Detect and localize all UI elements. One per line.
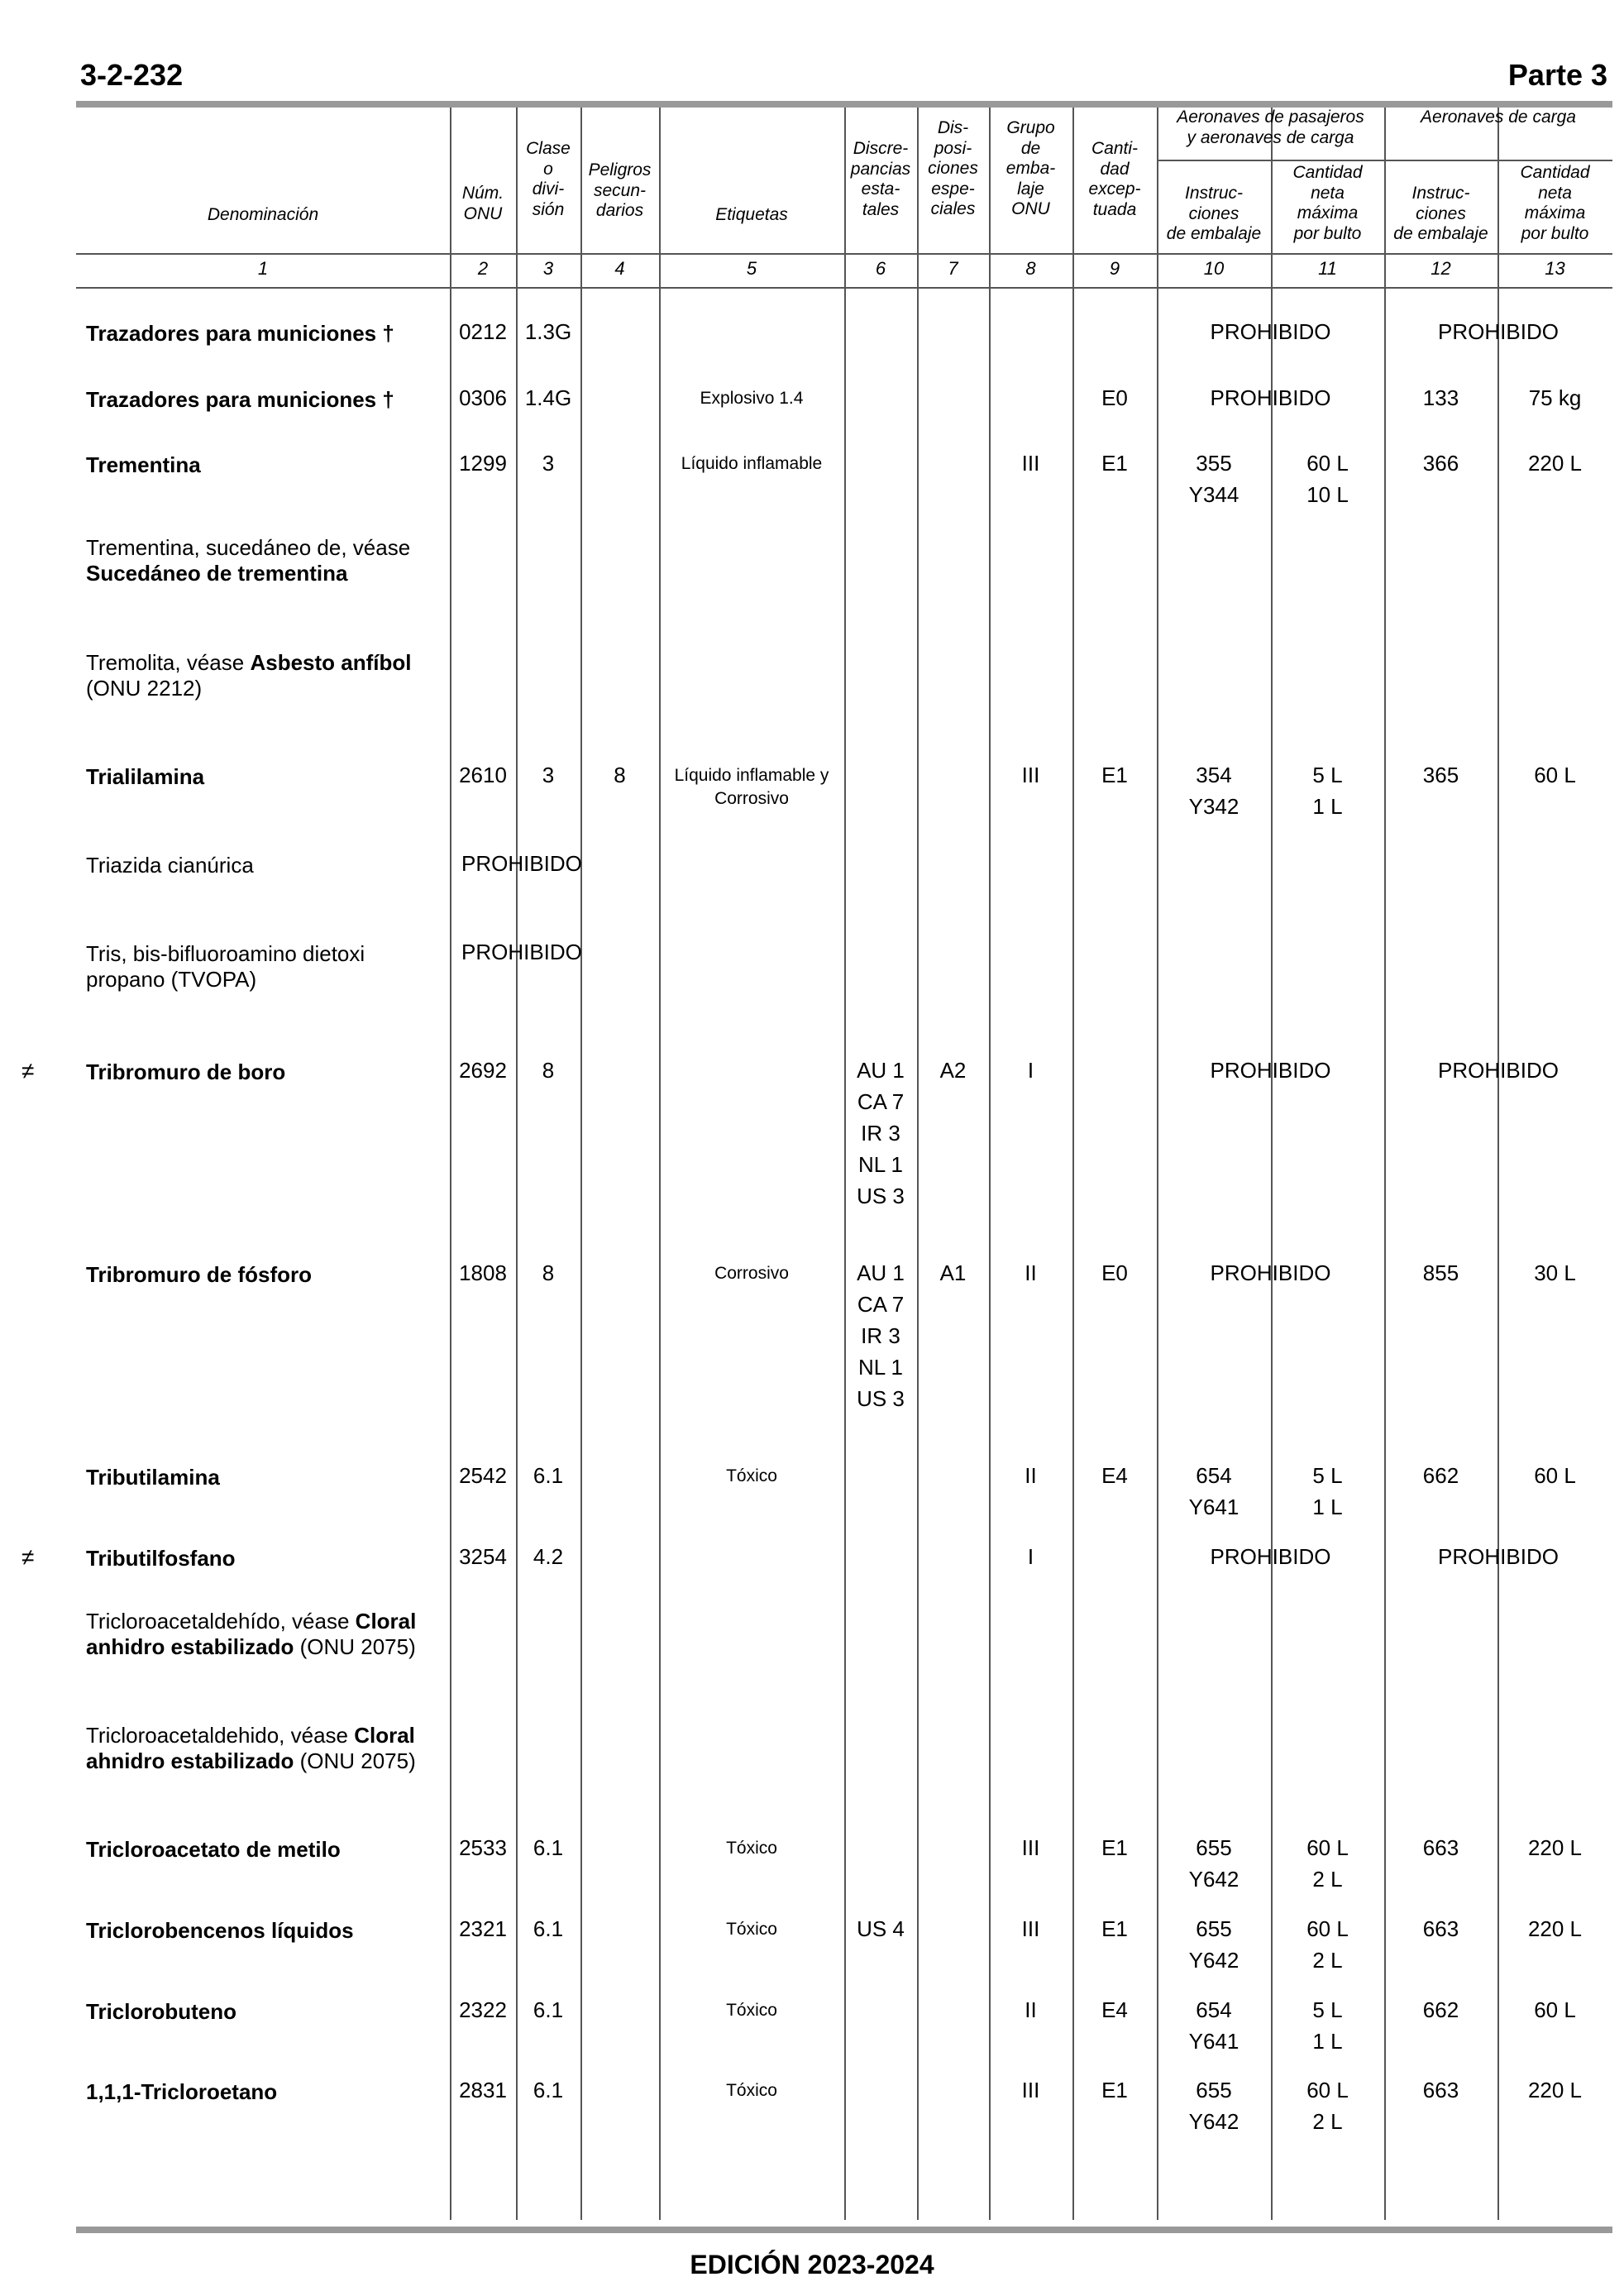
substance-name-bold: Trialilamina [86, 764, 205, 789]
column-number: 4 [614, 258, 625, 279]
column-number: 12 [1431, 258, 1451, 279]
subsidiary-hazard: 8 [614, 763, 626, 787]
passenger-max-quantity: 60 L 2 L [1306, 2078, 1349, 2134]
column-number: 5 [746, 258, 757, 279]
class-division: 1.3G [524, 319, 572, 344]
substance-name-bold: 1,1,1-Tricloroetano [86, 2079, 278, 2104]
substance-name [86, 387, 425, 413]
column-number: 2 [477, 258, 489, 279]
cargo-max-quantity: 60 L [1534, 763, 1576, 787]
substance-name-bold: Tricloroacetato de metilo [86, 1837, 341, 1862]
class-division: 6.1 [533, 1916, 564, 1941]
header-instrucciones-cargo: Instruc- ciones de embalaje [1393, 184, 1488, 243]
un-number: 0212 [459, 319, 507, 344]
passenger-packing-instruction: 355 Y344 [1188, 451, 1239, 507]
column-divider [1384, 108, 1386, 2220]
passenger-prohibited: PROHIBIDO [1210, 1544, 1331, 1569]
un-number: 3254 [459, 1544, 507, 1569]
substance-name-bold: Trazadores para municiones † [86, 321, 394, 346]
un-number: 0306 [459, 385, 507, 410]
column-divider [1072, 108, 1074, 2220]
prohibited-text: PROHIBIDO [461, 851, 582, 876]
class-division: 6.1 [533, 1997, 564, 2022]
column-number: 8 [1025, 258, 1036, 279]
substance-name-bold: Cloral ahnidro estabilizado [86, 1723, 415, 1773]
substance-name [86, 321, 425, 347]
edition-footer: EDICIÓN 2023-2024 [690, 2250, 934, 2279]
cargo-packing-instruction: 133 [1422, 385, 1459, 410]
class-division: 6.1 [533, 2078, 564, 2102]
header-cantidad-cargo: Cantidad neta máxima por bulto [1520, 163, 1590, 243]
substance-name [86, 1060, 425, 1085]
cargo-prohibited: PROHIBIDO [1438, 1544, 1559, 1569]
special-provisions: A2 [939, 1058, 967, 1083]
excepted-quantity: E4 [1101, 1463, 1128, 1488]
hazard-label: Tóxico [726, 1920, 777, 1939]
header-etiquetas: Etiquetas [715, 205, 788, 224]
prohibited-text: PROHIBIDO [461, 940, 582, 964]
special-provisions: A1 [939, 1260, 967, 1285]
column-divider [659, 108, 661, 2220]
passenger-max-quantity: 5 L 1 L [1312, 1997, 1343, 2054]
substance-name-bold: Trementina [86, 452, 201, 477]
un-number: 2610 [459, 763, 507, 787]
state-variations: AU 1 CA 7 IR 3 NL 1 US 3 [857, 1260, 905, 1411]
passenger-max-quantity: 60 L 10 L [1306, 451, 1349, 507]
header-pasajeros: Aeronaves de pasajeros y aeronaves de carga [1177, 108, 1364, 147]
column-number: 6 [875, 258, 886, 279]
cargo-packing-instruction: 365 [1422, 763, 1459, 787]
excepted-quantity: E1 [1101, 2078, 1128, 2102]
passenger-packing-instruction: 654 Y641 [1188, 1463, 1239, 1519]
passenger-prohibited: PROHIBIDO [1210, 1260, 1331, 1285]
packing-group: III [1021, 2078, 1040, 2102]
passenger-max-quantity: 5 L 1 L [1312, 763, 1343, 819]
header-cantidad-exceptuada: Canti- dad excep- tuada [1088, 139, 1141, 219]
header-disposiciones: Dis- posi- ciones espe- ciales [928, 118, 978, 218]
column-number: 1 [257, 258, 269, 279]
substance-name [86, 1546, 425, 1571]
cargo-packing-instruction: 366 [1422, 451, 1459, 476]
packing-group: III [1021, 763, 1040, 787]
class-division: 1.4G [524, 385, 572, 410]
passenger-packing-instruction: 655 Y642 [1188, 1916, 1239, 1973]
substance-name-bold: Asbesto anfíbol [250, 650, 412, 675]
un-number: 2533 [459, 1835, 507, 1860]
header-carga: Aeronaves de carga [1421, 108, 1576, 127]
excepted-quantity: E4 [1101, 1997, 1128, 2022]
cargo-packing-instruction: 855 [1422, 1260, 1459, 1285]
change-mark: ≠ [21, 1058, 35, 1083]
substance-name-text: Tremolita, véase [86, 650, 251, 675]
substance-name [86, 2079, 425, 2105]
hazard-label: Tóxico [726, 2081, 777, 2100]
substance-name [86, 941, 425, 993]
cargo-packing-instruction: 663 [1422, 1916, 1459, 1941]
header-divider [76, 253, 1612, 255]
cargo-max-quantity: 30 L [1534, 1260, 1576, 1285]
un-number: 2322 [459, 1997, 507, 2022]
excepted-quantity: E1 [1101, 763, 1128, 787]
state-variations: AU 1 CA 7 IR 3 NL 1 US 3 [857, 1058, 905, 1208]
column-divider [989, 108, 991, 2220]
substance-name-bold: Cloral anhidro estabilizado [86, 1609, 417, 1659]
substance-name-bold: Trazadores para municiones † [86, 387, 394, 412]
substance-name-text: Tricloroacetaldehido, véase [86, 1723, 355, 1748]
packing-group: III [1021, 1916, 1040, 1941]
passenger-packing-instruction: 354 Y342 [1188, 763, 1239, 819]
substance-name-bold: Tribromuro de boro [86, 1060, 286, 1084]
column-divider [580, 108, 582, 2220]
hazard-label: Explosivo 1.4 [700, 389, 804, 408]
packing-group: III [1021, 1835, 1040, 1860]
column-divider [1157, 108, 1158, 2220]
substance-name [86, 1609, 425, 1660]
column-divider [450, 108, 451, 2220]
packing-group: I [1027, 1058, 1034, 1083]
class-division: 6.1 [533, 1463, 564, 1488]
substance-name [86, 1465, 425, 1490]
un-number: 2542 [459, 1463, 507, 1488]
column-number: 10 [1203, 258, 1225, 279]
cargo-max-quantity: 60 L [1534, 1997, 1576, 2022]
packing-group: II [1025, 1463, 1037, 1488]
passenger-packing-instruction: 655 Y642 [1188, 1835, 1239, 1892]
hazard-label: Líquido inflamable y Corrosivo [674, 766, 829, 808]
passenger-prohibited: PROHIBIDO [1210, 385, 1331, 410]
un-number: 1299 [459, 451, 507, 476]
excepted-quantity: E1 [1101, 1835, 1128, 1860]
cargo-packing-instruction: 662 [1422, 1463, 1459, 1488]
column-divider [917, 108, 919, 2220]
passenger-max-quantity: 60 L 2 L [1306, 1835, 1349, 1892]
class-division: 4.2 [533, 1544, 564, 1569]
column-number-divider [76, 287, 1612, 289]
class-division: 3 [542, 451, 555, 476]
change-mark: ≠ [21, 1544, 35, 1570]
cargo-packing-instruction: 663 [1422, 2078, 1459, 2102]
cargo-max-quantity: 220 L [1527, 1916, 1583, 1941]
packing-group: II [1025, 1997, 1037, 2022]
substance-name-bold: Tributilamina [86, 1465, 220, 1490]
substance-name [86, 452, 425, 478]
substance-name-bold: Tribromuro de fósforo [86, 1262, 312, 1287]
column-divider [516, 108, 518, 2220]
header-grupo: Grupo de emba- laje ONU [1005, 118, 1056, 218]
column-number: 11 [1318, 258, 1337, 279]
passenger-max-quantity: 5 L 1 L [1312, 1463, 1343, 1519]
cargo-max-quantity: 220 L [1527, 451, 1583, 476]
cargo-prohibited: PROHIBIDO [1438, 319, 1559, 344]
passenger-max-quantity: 60 L 2 L [1306, 1916, 1349, 1973]
substance-name-text: (ONU 2075) [294, 1634, 416, 1659]
excepted-quantity: E1 [1101, 451, 1128, 476]
column-number: 7 [948, 258, 958, 279]
substance-name [86, 1837, 425, 1863]
hazard-label: Tóxico [726, 2001, 777, 2020]
column-divider [1271, 108, 1273, 2220]
class-division: 6.1 [533, 1835, 564, 1860]
packing-group: I [1027, 1544, 1034, 1569]
substance-name-text: (ONU 2075) [294, 1748, 416, 1773]
packing-group: III [1021, 451, 1040, 476]
substance-name-bold: Sucedáneo de trementina [86, 561, 348, 586]
excepted-quantity: E1 [1101, 1916, 1128, 1941]
bottom-rule [76, 2227, 1612, 2233]
passenger-prohibited: PROHIBIDO [1210, 319, 1331, 344]
column-number: 13 [1545, 258, 1565, 279]
substance-name-text: Trementina, sucedáneo de, véase [86, 535, 411, 560]
hazard-label: Líquido inflamable [681, 454, 823, 473]
substance-name [86, 1918, 425, 1944]
header-discrepancias: Discre- pancias esta- tales [850, 139, 911, 219]
passenger-packing-instruction: 654 Y641 [1188, 1997, 1239, 2054]
substance-name-bold: Tributilfosfano [86, 1546, 236, 1571]
substance-name-text: (ONU 2212) [86, 676, 203, 701]
column-divider [1497, 108, 1499, 2220]
un-number: 2321 [459, 1916, 507, 1941]
excepted-quantity: E0 [1101, 1260, 1128, 1285]
substance-name [86, 535, 425, 586]
substance-name [86, 853, 425, 878]
substance-name [86, 650, 425, 701]
un-number: 1808 [459, 1260, 507, 1285]
header-denominacion: Denominación [207, 205, 319, 224]
top-rule [76, 101, 1612, 108]
cargo-max-quantity: 75 kg [1528, 385, 1582, 410]
excepted-quantity: E0 [1101, 385, 1128, 410]
header-clase: Clase o divi- sión [526, 139, 571, 219]
un-number: 2692 [459, 1058, 507, 1083]
substance-name-bold: Triclorobuteno [86, 1999, 236, 2024]
header-peligros: Peligros secun- darios [588, 160, 652, 220]
cargo-packing-instruction: 663 [1422, 1835, 1459, 1860]
class-division: 8 [542, 1058, 555, 1083]
header-num-onu: Núm. ONU [461, 184, 504, 223]
cargo-packing-instruction: 662 [1422, 1997, 1459, 2022]
un-number: 2831 [459, 2078, 507, 2102]
passenger-packing-instruction: 655 Y642 [1188, 2078, 1239, 2134]
hazard-label: Corrosivo [714, 1264, 789, 1283]
substance-name [86, 764, 425, 790]
substance-name [86, 1723, 425, 1774]
substance-name-text: Tris, bis-bifluoroamino dietoxi propano (TVOPA) [86, 941, 365, 992]
passenger-prohibited: PROHIBIDO [1210, 1058, 1331, 1083]
packing-group: II [1025, 1260, 1037, 1285]
part-label: Parte 3 [1507, 58, 1607, 92]
hazard-label: Tóxico [726, 1466, 777, 1485]
aircraft-group-divider [1157, 160, 1612, 161]
substance-name [86, 1999, 425, 2025]
substance-name-text: Triazida cianúrica [86, 853, 254, 878]
substance-name-text: Tricloroacetaldehído, véase [86, 1609, 356, 1634]
header-instrucciones-pax: Instruc- ciones de embalaje [1166, 184, 1262, 243]
cargo-max-quantity: 220 L [1527, 1835, 1583, 1860]
substance-name [86, 1262, 425, 1288]
column-number: 9 [1109, 258, 1120, 279]
cargo-max-quantity: 220 L [1527, 2078, 1583, 2102]
page-number: 3-2-232 [80, 58, 184, 92]
cargo-max-quantity: 60 L [1534, 1463, 1576, 1488]
hazard-label: Tóxico [726, 1839, 777, 1858]
class-division: 8 [542, 1260, 555, 1285]
header-cantidad-pax: Cantidad neta máxima por bulto [1292, 163, 1363, 243]
state-variations: US 4 [857, 1916, 905, 1941]
cargo-prohibited: PROHIBIDO [1438, 1058, 1559, 1083]
substance-name-bold: Triclorobencenos líquidos [86, 1918, 354, 1943]
class-division: 3 [542, 763, 555, 787]
column-number: 3 [542, 258, 554, 279]
